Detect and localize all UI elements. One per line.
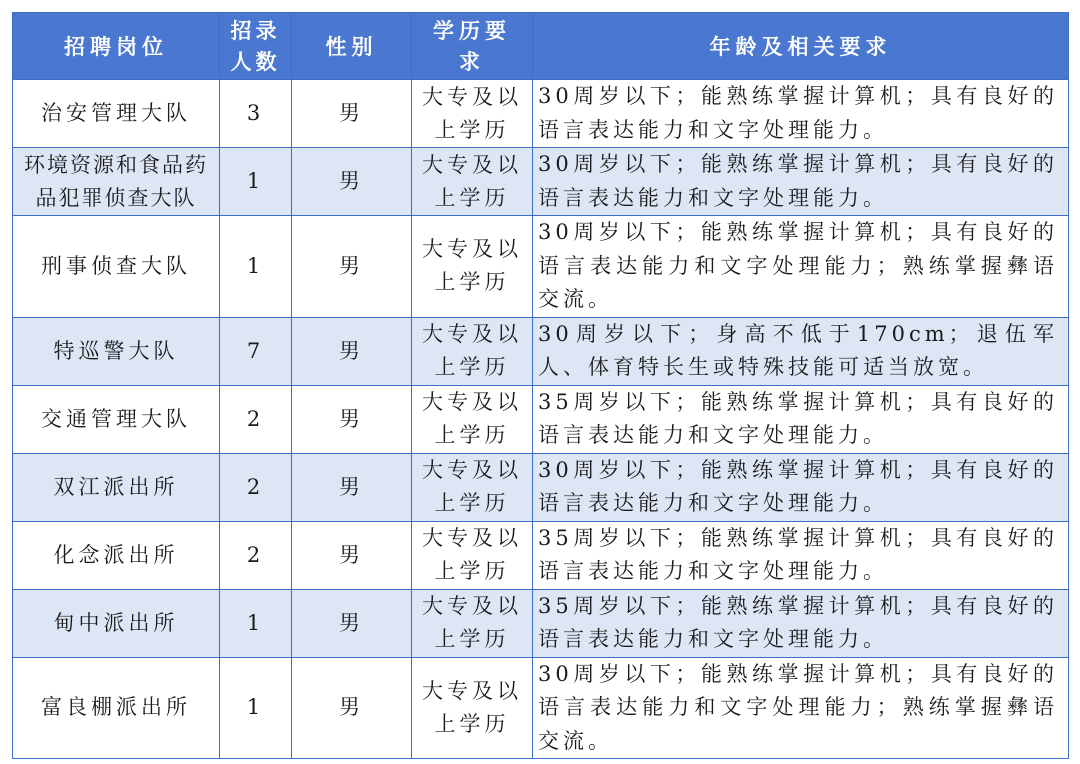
cell-gender: 男 [292,521,412,589]
cell-education: 大专及以上学历 [412,317,533,385]
cell-education: 大专及以上学历 [412,589,533,657]
cell-count: 2 [220,453,292,521]
cell-education: 大专及以上学历 [412,521,533,589]
table-row [13,317,1069,385]
cell-count: 1 [220,589,292,657]
cell-education: 大专及以上学历 [412,385,533,453]
cell-count: 1 [220,148,292,216]
cell-count: 2 [220,521,292,589]
cell-position: 双江派出所 [13,453,220,521]
cell-count: 2 [220,385,292,453]
cell-requirements: 30周岁以下；能熟练掌握计算机；具有良好的语言表达能力和文字处理能力。 [533,80,1069,148]
cell-position: 交通管理大队 [13,385,220,453]
table-row [13,148,1069,216]
header-count: 招录人数 [220,13,292,80]
cell-gender: 男 [292,216,412,318]
table-row [13,657,1069,759]
table-header-row [13,13,1069,80]
cell-count: 1 [220,216,292,318]
cell-position: 甸中派出所 [13,589,220,657]
cell-requirements: 30周岁以下；能熟练掌握计算机；具有良好的语言表达能力和文字处理能力；熟练掌握彝语交流。 [533,216,1069,318]
cell-gender: 男 [292,148,412,216]
cell-requirements: 30周岁以下；能熟练掌握计算机；具有良好的语言表达能力和文字处理能力。 [533,453,1069,521]
cell-education: 大专及以上学历 [412,453,533,521]
cell-education: 大专及以上学历 [412,80,533,148]
cell-position: 环境资源和食品药品犯罪侦查大队 [13,148,220,216]
header-education: 学历要求 [412,13,533,80]
cell-gender: 男 [292,453,412,521]
header-position: 招聘岗位 [13,13,220,80]
cell-requirements: 35周岁以下；能熟练掌握计算机；具有良好的语言表达能力和文字处理能力。 [533,521,1069,589]
cell-education: 大专及以上学历 [412,657,533,759]
cell-gender: 男 [292,385,412,453]
cell-requirements: 30周岁以下；能熟练掌握计算机；具有良好的语言表达能力和文字处理能力。 [533,148,1069,216]
cell-gender: 男 [292,317,412,385]
cell-position: 化念派出所 [13,521,220,589]
table-row [13,453,1069,521]
cell-gender: 男 [292,589,412,657]
cell-count: 1 [220,657,292,759]
cell-position: 特巡警大队 [13,317,220,385]
cell-requirements: 35周岁以下；能熟练掌握计算机；具有良好的语言表达能力和文字处理能力。 [533,385,1069,453]
cell-requirements: 35周岁以下；能熟练掌握计算机；具有良好的语言表达能力和文字处理能力。 [533,589,1069,657]
cell-requirements: 30周岁以下；身高不低于170cm；退伍军人、体育特长生或特殊技能可适当放宽。 [533,317,1069,385]
cell-position: 治安管理大队 [13,80,220,148]
table-row [13,589,1069,657]
cell-gender: 男 [292,80,412,148]
header-gender: 性别 [292,13,412,80]
cell-education: 大专及以上学历 [412,216,533,318]
recruitment-table [12,12,1069,759]
cell-education: 大专及以上学历 [412,148,533,216]
cell-gender: 男 [292,657,412,759]
cell-position: 刑事侦查大队 [13,216,220,318]
cell-count: 3 [220,80,292,148]
cell-count: 7 [220,317,292,385]
table-row [13,80,1069,148]
cell-requirements: 30周岁以下；能熟练掌握计算机；具有良好的语言表达能力和文字处理能力；熟练掌握彝语交流。 [533,657,1069,759]
table-row [13,521,1069,589]
table-row [13,385,1069,453]
cell-position: 富良棚派出所 [13,657,220,759]
table-row [13,216,1069,318]
header-requirements: 年龄及相关要求 [533,13,1069,80]
